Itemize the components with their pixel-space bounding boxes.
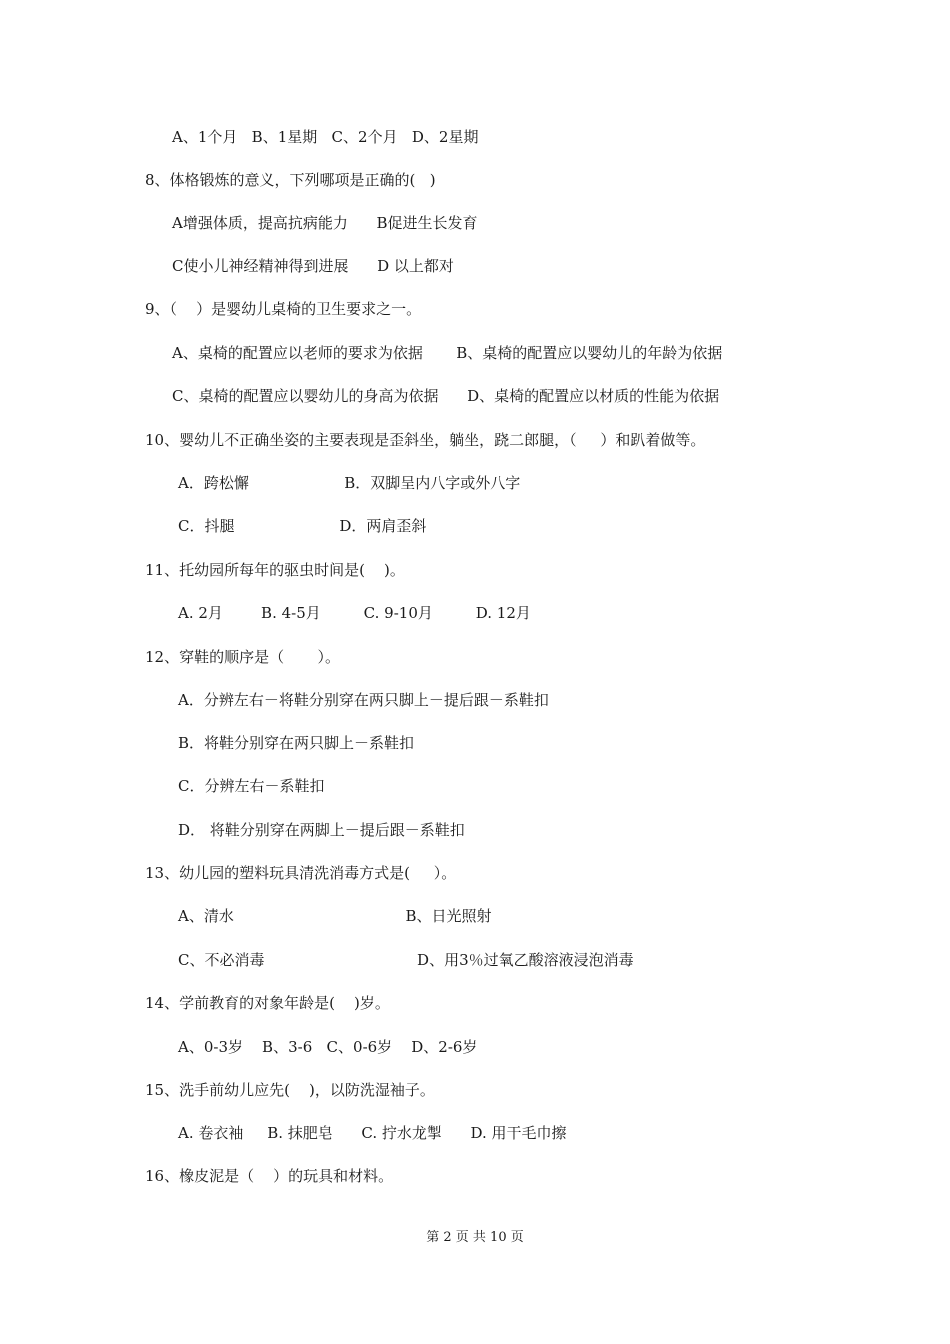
q13-question: 13、幼儿园的塑料玩具清洗消毒方式是( ）。: [145, 864, 457, 882]
q12-option-c: C．分辨左右－系鞋扣: [178, 777, 325, 795]
q12-option-b: B．将鞋分别穿在两只脚上－系鞋扣: [178, 734, 415, 752]
q12-option-d: D． 将鞋分别穿在两脚上－提后跟－系鞋扣: [178, 821, 465, 839]
q15-question: 15、洗手前幼儿应先( )，以防洗湿袖子。: [145, 1081, 435, 1099]
q10-question: 10、婴幼儿不正确坐姿的主要表现是歪斜坐，躺坐，跷二郎腿，（ ）和趴着做等。: [145, 431, 706, 449]
q9-question: 9、（ ）是婴幼儿桌椅的卫生要求之一。: [145, 300, 422, 318]
q12-option-a: A．分辨左右－将鞋分别穿在两只脚上－提后跟－系鞋扣: [178, 691, 549, 709]
q11-options: A. 2月 B. 4-5月 C. 9-10月 D. 12月: [178, 604, 531, 622]
q10-options-ab: A．跨松懈 B．双脚呈内八字或外八字: [178, 474, 521, 492]
q15-options: A. 卷衣袖 B. 抹肥皂 C. 拧水龙掣 D. 用干毛巾擦: [178, 1124, 567, 1142]
q7-options: A、1个月 B、1星期 C、2个月 D、2星期: [172, 128, 479, 146]
q13-options-cd: C、不必消毒 D、用3％过氧乙酸溶液浸泡消毒: [178, 951, 634, 969]
page-footer: 第 2 页 共 10 页: [426, 1230, 524, 1245]
q11-question: 11、托幼园所每年的驱虫时间是( )。: [145, 561, 405, 579]
q16-question: 16、橡皮泥是（ ）的玩具和材料。: [145, 1167, 394, 1185]
q8-options-ab: A增强体质，提高抗病能力 B促进生长发育: [172, 214, 478, 232]
q9-options-cd: C、桌椅的配置应以婴幼儿的身高为依据 D、桌椅的配置应以材质的性能为依据: [172, 387, 720, 405]
q8-options-cd: C使小儿神经精神得到进展 D 以上都对: [172, 257, 454, 275]
q10-options-cd: C．抖腿 D．两肩歪斜: [178, 517, 427, 535]
q13-options-ab: A、清水 B、日光照射: [178, 907, 492, 925]
q14-question: 14、学前教育的对象年龄是( )岁。: [145, 994, 390, 1012]
q8-question: 8、体格锻炼的意义，下列哪项是正确的( ): [145, 171, 436, 189]
q12-question: 12、穿鞋的顺序是（ ）。: [145, 648, 340, 666]
q9-options-ab: A、桌椅的配置应以老师的要求为依据 B、桌椅的配置应以婴幼儿的年龄为依据: [172, 344, 723, 362]
q14-options: A、0-3岁 B、3-6 C、0-6岁 D、2-6岁: [178, 1038, 478, 1056]
